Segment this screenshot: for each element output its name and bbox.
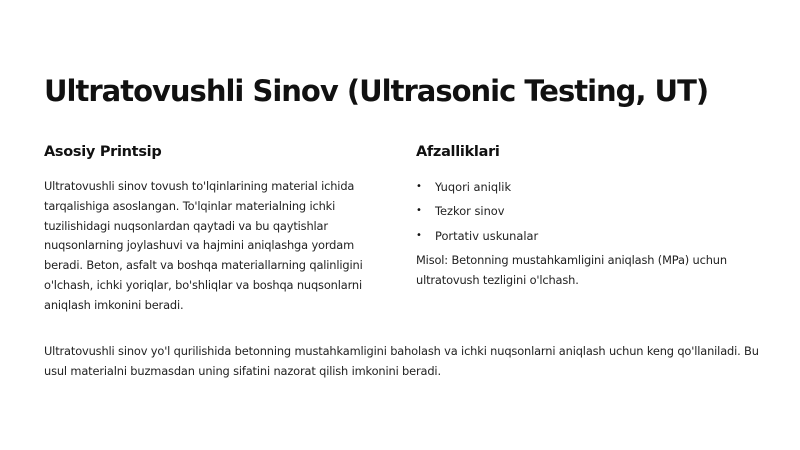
advantages-section xyxy=(416,144,756,291)
list-item-label: Tezkor sinov xyxy=(435,204,505,219)
bullet-icon: • xyxy=(416,205,422,217)
bullet-icon: • xyxy=(416,229,422,241)
principle-paragraph: Ultratovushli sinov tovush to'lqinlarining material ichida tarqalishiga asoslangan. To'lqinlar materialning ichki tuzilishidagi nuqsonlardan qaytadi va bu qaytishlar nuqsonlarning joylashuvi va hajmini aniqlashga yordam beradi. Beton, asfalt va boshqa materiallarning qalinligini o'lchash, ichki yoriqlar, bo'shliqlar va boshqa nuqsonlarni aniqlash imkonini beradi. xyxy=(44,179,363,312)
example-text: Misol: Betonning mustahkamligini aniqlash (MPa) uchun ultratovush tezligini o'lchash. xyxy=(416,253,727,288)
list-item-label: Yuqori aniqlik xyxy=(435,180,512,194)
advantages-list xyxy=(416,175,756,248)
summary-paragraph: Ultratovushli sinov yo'l qurilishida betonning mustahkamligini baholash va ichki nuqsonlarni aniqlash uchun keng qo'llaniladi. Bu usul materialni buzmasdan uning sifatini nazorat qilish imkonini beradi. xyxy=(44,344,759,378)
advantages-heading: Afzalliklari xyxy=(416,144,500,160)
list-item xyxy=(416,224,756,248)
list-item xyxy=(416,175,756,199)
bullet-icon: • xyxy=(416,181,422,192)
principle-heading: Asosiy Printsip xyxy=(44,144,162,160)
principle-section xyxy=(44,144,374,316)
slide-title: Ultratovushli Sinov (Ultrasonic Testing, UT) xyxy=(44,74,709,108)
list-item xyxy=(416,199,756,223)
list-item-label: Portativ uskunalar xyxy=(435,228,539,243)
